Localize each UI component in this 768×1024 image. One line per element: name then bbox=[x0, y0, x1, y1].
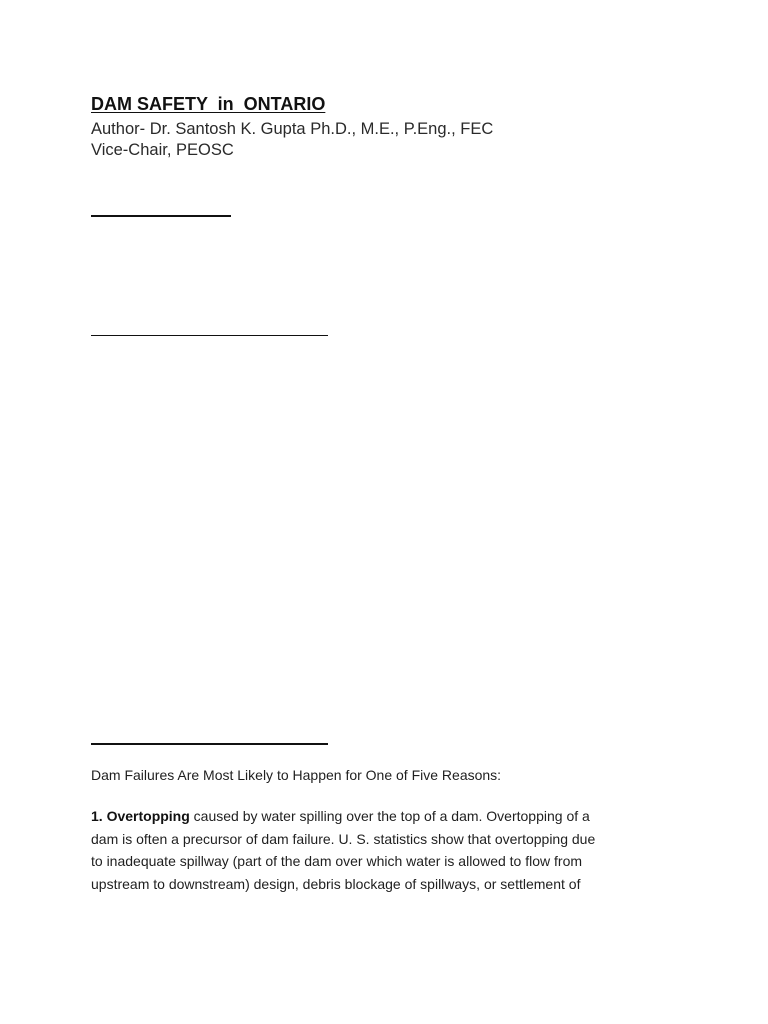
paragraph-line: to inadequate spillway (part of the dam over which water is allowed to flow from bbox=[91, 853, 583, 869]
horizontal-rule-section bbox=[91, 743, 328, 745]
author-role-line: Vice-Chair, PEOSC bbox=[91, 141, 234, 159]
paragraph-line: dam is often a precursor of dam failure. U. S. statistics show that overtopping due bbox=[91, 830, 596, 847]
section-intro: Dam Failures Are Most Likely to Happen for One of Five Reasons: bbox=[91, 767, 502, 783]
reason-1-paragraph bbox=[91, 806, 691, 896]
paragraph-line: upstream to downstream) design, debris blockage of spillways, or settlement of bbox=[91, 875, 581, 892]
author-line: Author- Dr. Santosh K. Gupta Ph.D., M.E., P.Eng., FEC bbox=[91, 120, 494, 138]
reason-1-heading: 1. Overtopping bbox=[91, 808, 190, 824]
paragraph-line-text: caused by water spilling over the top of a dam. Overtopping of a bbox=[189, 808, 590, 824]
document-title: DAM SAFETY in ONTARIO bbox=[91, 94, 326, 114]
horizontal-rule-short bbox=[91, 215, 231, 217]
paragraph-line bbox=[91, 806, 691, 829]
horizontal-rule-thin bbox=[91, 335, 328, 336]
